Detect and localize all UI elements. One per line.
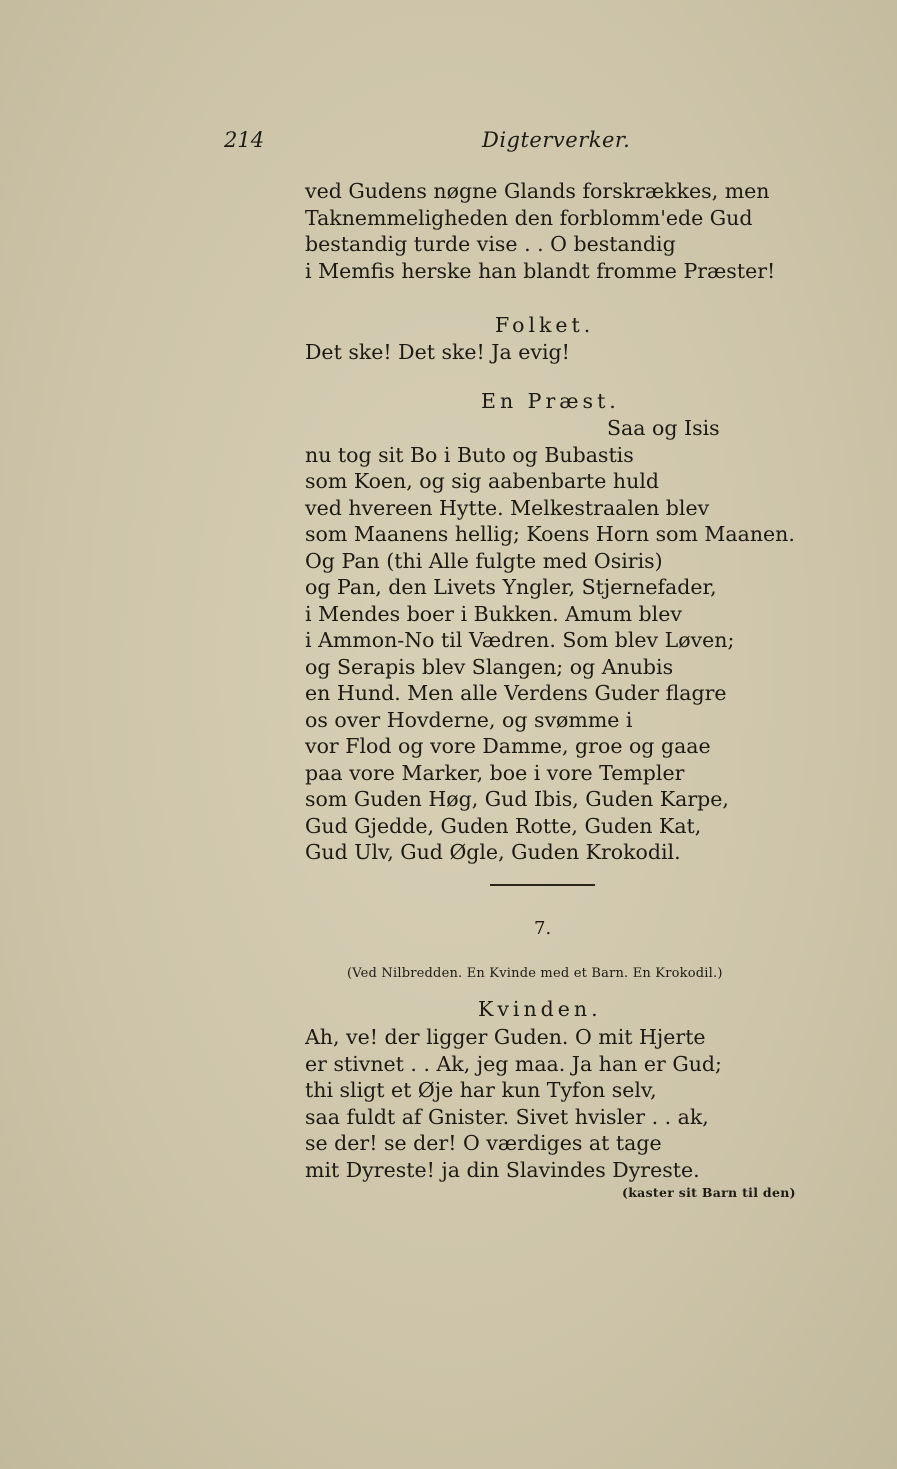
verse-line: mit Dyreste! ja din Slavindes Dyreste. [305, 1157, 700, 1182]
verse-line: vor Flod og vore Damme, groe og gaae [305, 734, 711, 758]
stage-direction: (Ved Nilbredden. En Kvinde med et Barn. En Krokodil.) [347, 966, 723, 981]
verse-line: se der! se der! O værdiges at tage [305, 1131, 662, 1155]
verse-line: Og Pan (thi Alle fulgte med Osiris) [305, 548, 663, 573]
verse-line: bestandig turde vise . . O bestandig [305, 232, 676, 256]
section-divider [490, 884, 595, 886]
verse-line: thi sligt et Øje har kun Tyfon selv, [305, 1078, 657, 1102]
verse-line: Taknemmeligheden den forblomm'ede Gud [305, 205, 753, 230]
stage-direction-end: (kaster sit Barn til den) [622, 1185, 796, 1200]
verse-line: som Guden Høg, Gud Ibis, Guden Karpe, [305, 787, 729, 811]
verse-line: paa vore Marker, boe i vore Templer [305, 760, 685, 785]
page-header [0, 128, 897, 160]
verse-block-4 [305, 1024, 795, 1183]
verse-line: Gud Gjedde, Guden Rotte, Guden Kat, [305, 813, 702, 838]
verse-line: ved hvereen Hytte. Melkestraalen blev [305, 495, 710, 520]
verse-block-2 [305, 339, 795, 366]
verse-line: ved Gudens nøgne Glands forskrækkes, men [305, 179, 770, 203]
speaker-en-praest: En Præst. [481, 389, 620, 413]
verse-line: som Maanens hellig; Koens Horn som Maanen. [305, 522, 795, 546]
verse-line: Saa og Isis [607, 416, 720, 440]
verse-line: og Serapis blev Slangen; og Anubis [305, 654, 674, 679]
running-title: Digterverker. [482, 128, 631, 152]
speaker-kvinden: Kvinden. [478, 997, 602, 1021]
verse-line: i Memfis herske han blandt fromme Præster! [305, 258, 776, 283]
verse-line: en Hund. Men alle Verdens Guder flagre [305, 681, 727, 705]
verse-line: som Koen, og sig aabenbarte huld [305, 469, 660, 493]
verse-line: Gud Ulv, Gud Øgle, Guden Krokodil. [305, 840, 681, 864]
page-number: 214 [224, 128, 265, 152]
verse-line: Det ske! Det ske! Ja evig! [305, 340, 570, 364]
verse-line: nu tog sit Bo i Buto og Bubastis [305, 442, 634, 467]
verse-line: i Mendes boer i Bukken. Amum blev [305, 601, 682, 626]
verse-line: i Ammon-No til Vædren. Som blev Løven; [305, 628, 735, 652]
speaker-folket: Folket. [495, 313, 595, 337]
verse-line: og Pan, den Livets Yngler, Stjernefader, [305, 575, 717, 599]
verse-line: Ah, ve! der ligger Guden. O mit Hjerte [305, 1025, 706, 1049]
verse-line: saa fuldt af Gnister. Sivet hvisler . . ak, [305, 1104, 709, 1129]
section-number: 7. [534, 918, 552, 939]
verse-line: os over Hovderne, og svømme i [305, 707, 633, 732]
verse-line: er stivnet . . Ak, jeg maa. Ja han er Gud; [305, 1051, 722, 1076]
verse-block-3 [305, 415, 795, 866]
verse-block-1 [305, 178, 795, 284]
